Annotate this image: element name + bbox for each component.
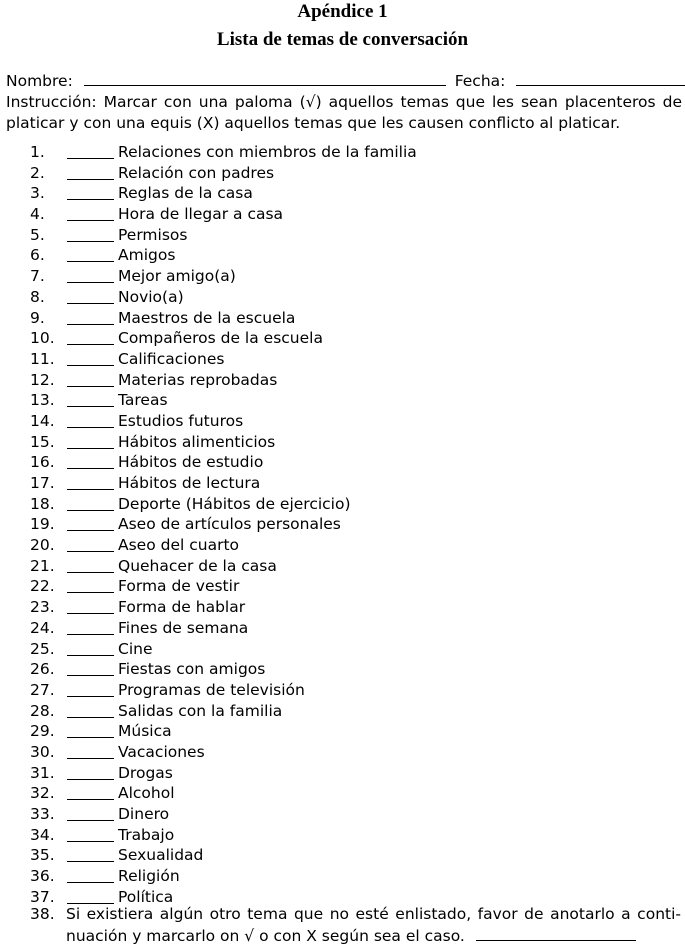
topic-label: Forma de hablar bbox=[118, 598, 246, 617]
date-label: Fecha: bbox=[454, 72, 506, 90]
topic-label: Relaciones con miembros de la familia bbox=[118, 143, 417, 161]
topic-number: 5. bbox=[30, 225, 45, 244]
topic-number: 22. bbox=[30, 577, 55, 596]
topic-number: 32. bbox=[30, 784, 55, 803]
topic-label: Programas de televisión bbox=[118, 680, 305, 699]
name-label: Nombre: bbox=[6, 72, 73, 90]
topic-number: 27. bbox=[30, 680, 55, 699]
instruction-line-1: Instrucción: Marcar con una paloma (√) aquellos temas que les sean placenteros de bbox=[6, 93, 682, 111]
topic-mark-field[interactable] bbox=[67, 435, 114, 449]
topic-label: Música bbox=[118, 722, 172, 741]
topic-mark-field[interactable] bbox=[67, 828, 114, 842]
topic-mark-field[interactable] bbox=[67, 642, 114, 656]
topic-label: Trabajo bbox=[118, 825, 175, 844]
topic-number: 18. bbox=[30, 494, 55, 513]
topic-number: 3. bbox=[30, 184, 45, 203]
topic-mark-field[interactable] bbox=[67, 786, 114, 800]
topic-label: Hábitos alimenticios bbox=[118, 432, 276, 451]
topic-mark-field[interactable] bbox=[67, 766, 114, 780]
other-topic-text-line-1: Si existiera algún otro tema que no esté enlistado, favor de anotarlo a conti- bbox=[66, 905, 681, 923]
topic-mark-field[interactable] bbox=[67, 517, 114, 531]
other-topic-text-line-2 bbox=[66, 925, 636, 947]
header-fields bbox=[6, 70, 685, 91]
topic-mark-field[interactable] bbox=[67, 600, 114, 614]
topic-mark-field[interactable] bbox=[67, 186, 114, 200]
topic-label: Aseo del cuarto bbox=[118, 536, 240, 555]
topic-mark-field[interactable] bbox=[67, 393, 114, 407]
topic-number: 17. bbox=[30, 474, 55, 492]
topic-label: Calificaciones bbox=[118, 349, 225, 368]
topic-label: Vacaciones bbox=[118, 742, 205, 761]
topic-label: Aseo de artículos personales bbox=[118, 515, 341, 534]
topic-mark-field[interactable] bbox=[67, 248, 114, 262]
topic-mark-field[interactable] bbox=[67, 621, 114, 635]
topic-mark-field[interactable] bbox=[67, 352, 114, 366]
other-topic-field[interactable] bbox=[476, 925, 636, 941]
topic-label: Quehacer de la casa bbox=[118, 556, 277, 575]
topic-mark-field[interactable] bbox=[67, 228, 114, 242]
topic-number: 10. bbox=[30, 329, 55, 348]
topic-mark-field[interactable] bbox=[67, 745, 114, 759]
topic-mark-field[interactable] bbox=[67, 290, 114, 304]
topic-label: Cine bbox=[118, 639, 153, 658]
topic-label: Mejor amigo(a) bbox=[118, 267, 236, 286]
topic-mark-field[interactable] bbox=[67, 331, 114, 345]
other-topic-text: nuación y marcarlo on √ o con X según sea el caso. bbox=[66, 927, 465, 945]
topic-number: 36. bbox=[30, 867, 55, 886]
topic-label: Hora de llegar a casa bbox=[118, 205, 284, 224]
topic-label: Tareas bbox=[118, 391, 168, 410]
topic-mark-field[interactable] bbox=[67, 269, 114, 283]
topic-number: 38. bbox=[30, 905, 55, 923]
topic-mark-field[interactable] bbox=[67, 414, 114, 428]
topic-mark-field[interactable] bbox=[67, 807, 114, 821]
topic-label: Forma de vestir bbox=[118, 577, 240, 596]
topic-label: Religión bbox=[118, 867, 180, 886]
topic-mark-field[interactable] bbox=[67, 890, 114, 904]
topic-label: Estudios futuros bbox=[118, 411, 244, 430]
topic-label: Relación con padres bbox=[118, 163, 275, 182]
topic-number: 26. bbox=[30, 660, 55, 679]
name-field[interactable] bbox=[84, 70, 446, 86]
topic-number: 1. bbox=[30, 143, 45, 161]
topic-mark-field[interactable] bbox=[67, 455, 114, 469]
topic-number: 7. bbox=[30, 267, 45, 286]
topic-number: 37. bbox=[30, 887, 55, 906]
topic-label: Hábitos de estudio bbox=[118, 453, 264, 472]
topic-number: 31. bbox=[30, 763, 55, 782]
topic-number: 35. bbox=[30, 846, 55, 865]
topic-number: 30. bbox=[30, 742, 55, 761]
topic-mark-field[interactable] bbox=[67, 869, 114, 883]
topic-number: 14. bbox=[30, 411, 55, 430]
topic-label: Compañeros de la escuela bbox=[118, 329, 323, 348]
topic-mark-field[interactable] bbox=[67, 848, 114, 862]
topic-label: Alcohol bbox=[118, 784, 175, 803]
topic-label: Reglas de la casa bbox=[118, 184, 253, 203]
topic-number: 19. bbox=[30, 515, 55, 534]
topic-number: 23. bbox=[30, 598, 55, 617]
topic-label: Salidas con la familia bbox=[118, 701, 283, 720]
topic-number: 25. bbox=[30, 639, 55, 658]
topic-number: 4. bbox=[30, 205, 45, 224]
topic-mark-field[interactable] bbox=[67, 166, 114, 180]
topic-number: 13. bbox=[30, 391, 55, 410]
topic-label: Drogas bbox=[118, 763, 173, 782]
topic-number: 8. bbox=[30, 287, 45, 306]
topic-mark-field[interactable] bbox=[67, 538, 114, 552]
instruction-line-2: platicar y con una equis (X) aquellos temas que les causen conflicto al platicar. bbox=[6, 114, 621, 132]
date-field[interactable] bbox=[516, 70, 685, 86]
topic-number: 33. bbox=[30, 805, 55, 823]
list-title: Lista de temas de conversación bbox=[216, 29, 469, 50]
topic-number: 2. bbox=[30, 163, 45, 182]
topic-label: Fiestas con amigos bbox=[118, 660, 266, 679]
topic-mark-field[interactable] bbox=[67, 683, 114, 697]
topic-label: Deporte (Hábitos de ejercicio) bbox=[118, 494, 351, 513]
topic-label: Dinero bbox=[118, 805, 170, 823]
topic-label: Amigos bbox=[118, 246, 176, 265]
topic-mark-field[interactable] bbox=[67, 311, 114, 325]
topic-number: 6. bbox=[30, 246, 45, 265]
topic-mark-field[interactable] bbox=[67, 476, 114, 490]
topic-number: 29. bbox=[30, 722, 55, 741]
topic-number: 21. bbox=[30, 556, 55, 575]
topic-mark-field[interactable] bbox=[67, 207, 114, 221]
topic-label: Fines de semana bbox=[118, 618, 249, 637]
topic-mark-field[interactable] bbox=[67, 497, 114, 511]
appendix-title: Apéndice 1 bbox=[297, 1, 388, 22]
topic-mark-field[interactable] bbox=[67, 373, 114, 387]
topic-mark-field[interactable] bbox=[67, 145, 114, 159]
topic-label: Maestros de la escuela bbox=[118, 308, 296, 327]
topic-number: 11. bbox=[30, 349, 55, 368]
topic-label: Materias reprobadas bbox=[118, 370, 278, 389]
topic-number: 16. bbox=[30, 453, 55, 472]
topic-mark-field[interactable] bbox=[67, 579, 114, 593]
topic-mark-field[interactable] bbox=[67, 662, 114, 676]
topic-number: 20. bbox=[30, 536, 55, 555]
topic-label: Política bbox=[118, 887, 174, 906]
topic-mark-field[interactable] bbox=[67, 724, 114, 738]
topic-mark-field[interactable] bbox=[67, 559, 114, 573]
topic-label: Hábitos de lectura bbox=[118, 474, 261, 492]
topic-label: Permisos bbox=[118, 225, 188, 244]
topic-number: 24. bbox=[30, 618, 55, 637]
topic-number: 15. bbox=[30, 432, 55, 451]
topic-number: 12. bbox=[30, 370, 55, 389]
topic-label: Novio(a) bbox=[118, 287, 184, 306]
topic-label: Sexualidad bbox=[118, 846, 204, 865]
topic-number: 9. bbox=[30, 308, 45, 327]
topic-number: 34. bbox=[30, 825, 55, 844]
topic-number: 28. bbox=[30, 701, 55, 720]
topic-mark-field[interactable] bbox=[67, 704, 114, 718]
